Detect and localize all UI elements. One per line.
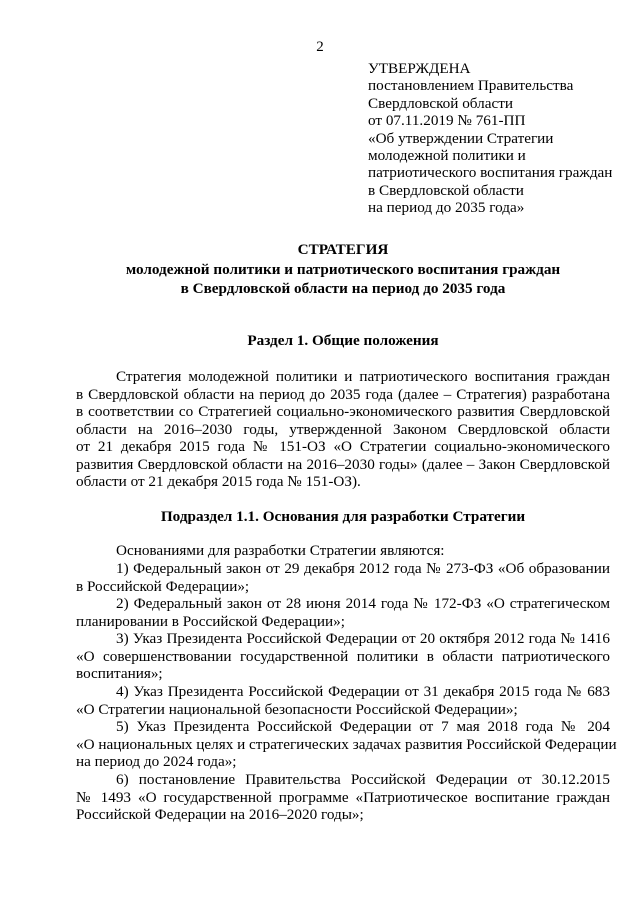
paragraph-line: Стратегия молодежной политики и патриотического воспитания граждан [116,368,610,385]
list-item [76,560,610,595]
subsection-heading: Подраздел 1.1. Основания для разработки Стратегии [160,508,526,525]
paragraph-line: воспитания»; [76,665,163,683]
paragraph-line: 2) Федеральный закон от 28 июня 2014 года № 172-ФЗ «О стратегическом [116,595,610,612]
approval-line: на период до 2035 года» [368,199,525,217]
paragraph-line: 3) Указ Президента Российской Федерации от 20 октября 2012 года № 1416 [116,630,610,647]
approval-line: постановлением Правительства [368,77,574,95]
list-item [76,718,617,771]
paragraph-line: области от 21 декабря 2015 года № 151-ОЗ). [76,473,361,491]
approval-line: от 07.11.2019 № 761-ПП [368,112,526,130]
approval-line: УТВЕРЖДЕНА [368,60,471,77]
intro-paragraph [76,368,610,491]
paragraph-line: области на 2016–2030 годы, утвержденной Законом Свердловской области [76,420,610,438]
basis-intro [76,542,610,560]
approval-line: молодежной политики и [368,147,526,165]
paragraph-line: на период до 2024 года»; [76,753,237,771]
approval-line: «Об утверждении Стратегии [368,129,554,147]
paragraph-line: в Свердловской области на период до 2035 года (далее – Стратегия) разработана [76,385,610,403]
paragraph-line: в Российской Федерации»; [76,577,250,595]
approval-line: патриотического воспитания граждан [368,164,613,182]
title-line: СТРАТЕГИЯ [297,241,389,258]
paragraph-line: Российской Федерации на 2016–2020 годы»; [76,806,364,824]
paragraph-line: Основаниями для разработки Стратегии являются: [116,542,445,559]
paragraph-line: «О национальных целях и стратегических задачах развития Российской Федерации [76,735,617,753]
paragraph-line: планировании в Российской Федерации»; [76,612,345,630]
approval-line: Свердловской области [368,94,513,112]
list-item [76,683,610,718]
document-title [70,240,616,299]
approval-line: в Свердловской области [368,181,524,199]
paragraph-line: в соответствии со Стратегией социально-экономического развития Свердловской [76,403,610,421]
paragraph-line: 6) постановление Правительства Российской Федерации от 30.12.2015 [116,771,610,788]
list-item [76,595,610,630]
paragraph-line: 1) Федеральный закон от 29 декабря 2012 года № 273-ФЗ «Об образовании [116,560,610,577]
title-line: молодежной политики и патриотического воспитания граждан [125,260,561,278]
paragraph-line: от 21 декабря 2015 года № 151-ОЗ «О Стратегии социально-экономического [76,438,610,456]
list-item [76,630,610,683]
paragraph-line: № 1493 «О государственной программе «Патриотическое воспитание граждан [76,788,610,806]
section-heading: Раздел 1. Общие положения [247,332,439,349]
approval-block [368,60,630,217]
paragraph-line: 4) Указ Президента Российской Федерации от 31 декабря 2015 года № 683 [116,683,610,700]
paragraph-line: 5) Указ Президента Российской Федерации от 7 мая 2018 года № 204 [116,718,610,735]
paragraph-line: «О совершенствовании государственной политики в области патриотического [76,647,610,665]
paragraph-line: развития Свердловской области на 2016–2030 годы» (далее – Закон Свердловской [76,455,610,473]
paragraph-line: «О Стратегии национальной безопасности Российской Федерации»; [76,700,518,718]
page-number: 2 [316,39,324,55]
list-item [76,771,610,824]
title-line: в Свердловской области на период до 2035 года [180,280,506,297]
